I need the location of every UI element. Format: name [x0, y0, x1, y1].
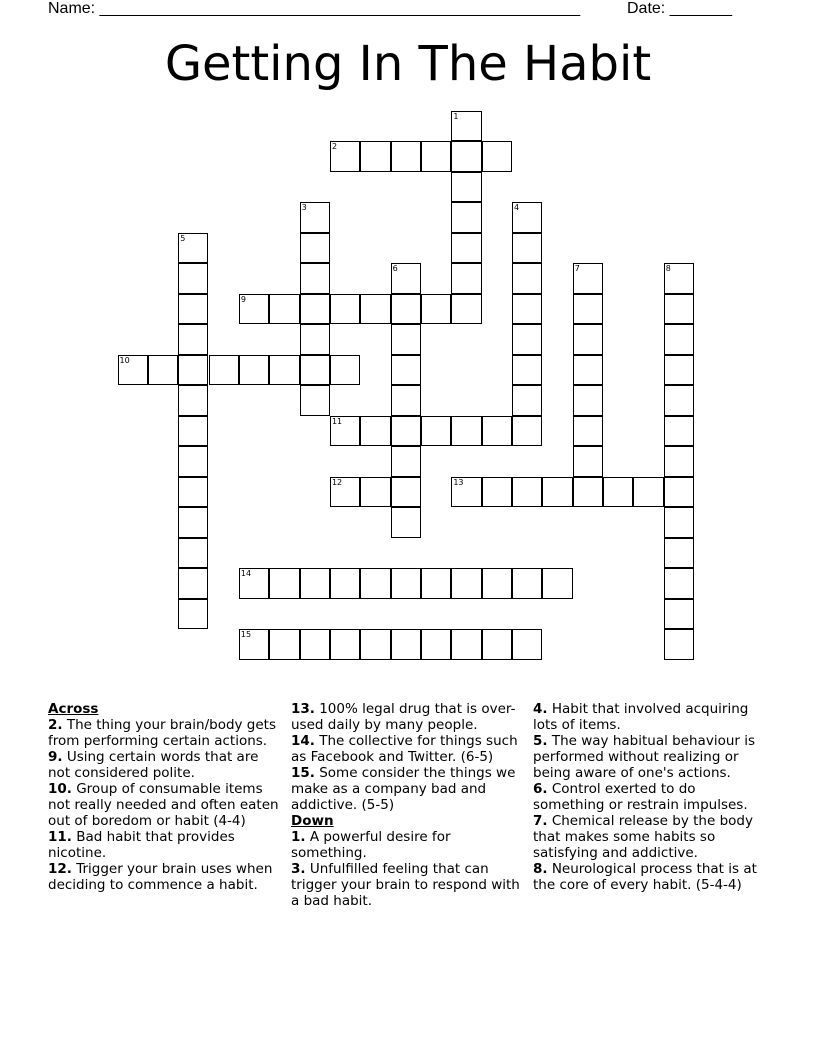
clue-item-text: Bad habit that provides nicotine. — [48, 829, 235, 861]
clue-item-number: 5. — [533, 733, 548, 749]
clue-number: 5 — [180, 233, 186, 243]
grid-cell[interactable] — [512, 233, 542, 264]
grid-cell[interactable] — [360, 568, 390, 599]
grid-cell[interactable] — [664, 446, 694, 477]
grid-cell[interactable] — [330, 477, 360, 508]
clue-number: 4 — [514, 203, 520, 212]
grid-cell[interactable] — [664, 599, 694, 630]
grid-cell[interactable] — [512, 477, 542, 508]
grid-cell[interactable] — [573, 263, 603, 294]
grid-cell[interactable] — [178, 324, 208, 355]
clue-number: 14 — [240, 569, 252, 578]
clue-item — [291, 861, 527, 909]
grid-cell[interactable] — [178, 385, 208, 416]
clue-number: 2 — [331, 142, 338, 151]
grid-cell[interactable] — [512, 324, 542, 355]
grid-cell[interactable] — [512, 629, 542, 660]
clue-number: 1 — [453, 111, 459, 121]
grid-cell[interactable] — [391, 141, 421, 172]
grid-cell[interactable] — [664, 324, 694, 355]
grid-cell[interactable] — [300, 202, 330, 233]
clue-item-text: The thing your brain/body gets from performing certain actions. — [48, 717, 277, 749]
clue-item-number: 14. — [291, 733, 315, 749]
grid-cell[interactable] — [178, 599, 208, 630]
grid-cell[interactable] — [664, 294, 694, 325]
across-heading: Across — [48, 701, 99, 717]
grid-cell[interactable] — [664, 538, 694, 569]
grid-cell[interactable] — [482, 629, 512, 660]
grid-cell[interactable] — [451, 629, 481, 660]
grid-cell[interactable] — [330, 294, 360, 325]
grid-cell[interactable] — [542, 477, 572, 508]
grid-cell[interactable] — [330, 355, 360, 386]
clue-number: 12 — [331, 477, 343, 487]
clue-item-text: A powerful desire for something. — [291, 829, 451, 861]
grid-cell[interactable] — [391, 294, 421, 325]
clue-item-text: The collective for things such as Facebook and Twitter. (6-5) — [291, 733, 518, 765]
down-heading: Down — [291, 813, 334, 829]
grid-cell[interactable] — [178, 477, 208, 508]
grid-cell[interactable] — [421, 294, 451, 325]
grid-cell[interactable] — [482, 568, 512, 599]
clue-item — [291, 765, 527, 813]
grid-cell[interactable] — [512, 263, 542, 294]
grid-cell[interactable] — [512, 416, 542, 447]
clue-item — [48, 781, 280, 829]
grid-cell[interactable] — [451, 263, 481, 294]
date-line: Date: _______ — [627, 0, 732, 17]
clue-number: 10 — [119, 355, 130, 365]
grid-cell[interactable] — [451, 202, 481, 233]
grid-cell[interactable] — [300, 385, 330, 416]
grid-cell[interactable] — [664, 263, 694, 294]
clue-item-number: 7. — [533, 813, 548, 829]
grid-cell[interactable] — [269, 629, 299, 660]
grid-cell[interactable] — [178, 294, 208, 325]
grid-cell[interactable] — [664, 355, 694, 386]
name-line: Name: ______________________________________________________ — [48, 0, 581, 17]
grid-cell[interactable] — [664, 568, 694, 599]
grid-cell[interactable] — [391, 568, 421, 599]
grid-cell[interactable] — [573, 324, 603, 355]
down-clue-list-cont — [533, 701, 769, 893]
grid-cell[interactable] — [573, 294, 603, 325]
grid-cell[interactable] — [391, 263, 421, 294]
grid-cell[interactable] — [300, 629, 330, 660]
clue-item — [533, 861, 769, 893]
grid-cell[interactable] — [330, 568, 360, 599]
clue-item-number: 3. — [291, 861, 306, 877]
grid-cell[interactable] — [178, 538, 208, 569]
clue-item-number: 6. — [533, 781, 548, 797]
grid-cell[interactable] — [482, 477, 512, 508]
clue-item-text: 100% legal drug that is over-used daily by many people. — [291, 701, 516, 733]
grid-cell[interactable] — [573, 355, 603, 386]
grid-cell[interactable] — [360, 294, 390, 325]
clue-item-number: 13. — [291, 701, 315, 717]
clue-item — [48, 717, 280, 749]
clues-column-1 — [48, 701, 280, 893]
grid-cell[interactable] — [360, 416, 390, 447]
grid-cell[interactable] — [451, 233, 481, 264]
grid-cell[interactable] — [573, 477, 603, 508]
grid-cell[interactable] — [178, 355, 208, 386]
clue-item — [48, 861, 280, 893]
grid-cell[interactable] — [451, 294, 481, 325]
grid-cell[interactable] — [178, 507, 208, 538]
grid-cell[interactable] — [269, 568, 299, 599]
clue-item-text: Chemical release by the body that makes some habits so satisfying and addictive. — [533, 813, 753, 861]
grid-cell[interactable] — [603, 477, 633, 508]
grid-cell[interactable] — [542, 568, 572, 599]
grid-cell[interactable] — [573, 446, 603, 477]
clue-item-text: Group of consumable items not really needed and often eaten out of boredom or habit (4-4) — [48, 781, 279, 829]
grid-cell[interactable] — [118, 355, 148, 386]
clue-item-number: 15. — [291, 765, 315, 781]
clue-item — [48, 829, 280, 861]
grid-cell[interactable] — [391, 385, 421, 416]
grid-cell[interactable] — [512, 202, 542, 233]
grid-cell[interactable] — [664, 385, 694, 416]
grid-cell[interactable] — [300, 568, 330, 599]
grid-cell[interactable] — [300, 355, 330, 386]
clue-number: 13 — [453, 477, 464, 487]
clue-item-number: 1. — [291, 829, 306, 845]
clue-item-text: The way habitual behaviour is performed without realizing or being aware of one's actions. — [533, 733, 756, 781]
clue-item-number: 12. — [48, 861, 72, 877]
grid-cell[interactable] — [330, 416, 360, 447]
clue-item-number: 8. — [533, 861, 548, 877]
grid-cell[interactable] — [482, 416, 512, 447]
grid-cell[interactable] — [178, 446, 208, 477]
grid-cell[interactable] — [451, 477, 481, 508]
clue-number: 6 — [392, 264, 398, 273]
grid-cell[interactable] — [391, 416, 421, 447]
grid-cell[interactable] — [300, 233, 330, 264]
clue-number: 9 — [240, 294, 246, 304]
grid-cell[interactable] — [512, 568, 542, 599]
grid-cell[interactable] — [239, 629, 269, 660]
grid-cell[interactable] — [330, 629, 360, 660]
grid-cell[interactable] — [178, 416, 208, 447]
grid-cell[interactable] — [482, 141, 512, 172]
grid-cell[interactable] — [421, 416, 451, 447]
across-clue-list-cont — [291, 701, 527, 813]
clue-item-text: Control exerted to do something or restrain impulses. — [533, 781, 748, 813]
grid-cell[interactable] — [451, 568, 481, 599]
grid-cell[interactable] — [451, 111, 481, 142]
clue-item-text: Using certain words that are not considered polite. — [48, 749, 259, 781]
grid-cell[interactable] — [269, 294, 299, 325]
grid-cell[interactable] — [360, 141, 390, 172]
grid-cell[interactable] — [391, 355, 421, 386]
grid-cell[interactable] — [421, 141, 451, 172]
clue-item-number: 4. — [533, 701, 548, 717]
grid-cell[interactable] — [178, 263, 208, 294]
clue-item-text: Unfulfilled feeling that can trigger your brain to respond with a bad habit. — [291, 861, 520, 909]
grid-cell[interactable] — [300, 263, 330, 294]
clue-item-text: Neurological process that is at the core of every habit. (5-4-4) — [533, 861, 757, 893]
grid-cell[interactable] — [451, 141, 481, 172]
clues-column-3 — [533, 701, 769, 893]
grid-cell[interactable] — [360, 477, 390, 508]
grid-cell[interactable] — [269, 355, 299, 386]
clue-number: 11 — [331, 416, 343, 426]
clue-item — [533, 813, 769, 861]
clue-number: 8 — [665, 264, 671, 273]
grid-cell[interactable] — [391, 446, 421, 477]
clue-number: 3 — [301, 203, 307, 212]
down-clue-list — [291, 829, 527, 909]
clue-number: 7 — [574, 264, 580, 273]
grid-cell[interactable] — [300, 324, 330, 355]
grid-cell[interactable] — [573, 416, 603, 447]
grid-cell[interactable] — [664, 507, 694, 538]
clue-item-number: 11. — [48, 829, 72, 845]
grid-cell[interactable] — [512, 385, 542, 416]
grid-cell[interactable] — [391, 629, 421, 660]
clue-item — [533, 701, 769, 733]
grid-cell[interactable] — [300, 294, 330, 325]
grid-cell[interactable] — [148, 355, 178, 386]
clue-item-number: 9. — [48, 749, 63, 765]
grid-cell[interactable] — [178, 568, 208, 599]
clue-item — [533, 781, 769, 813]
clue-number: 15 — [240, 630, 252, 639]
grid-cell[interactable] — [239, 355, 269, 386]
clue-item — [291, 733, 527, 765]
grid-cell[interactable] — [239, 294, 269, 325]
clue-item — [533, 733, 769, 781]
clue-item-number: 2. — [48, 717, 63, 733]
grid-cell[interactable] — [664, 629, 694, 660]
across-clue-list — [48, 717, 280, 893]
grid-cell[interactable] — [421, 629, 451, 660]
grid-cell[interactable] — [421, 568, 451, 599]
clue-item-text: Some consider the things we make as a company bad and addictive. (5-5) — [291, 765, 516, 813]
grid-cell[interactable] — [512, 355, 542, 386]
clue-item — [291, 829, 527, 861]
grid-cell[interactable] — [664, 416, 694, 447]
grid-cell[interactable] — [330, 141, 360, 172]
grid-cell[interactable] — [573, 385, 603, 416]
clue-item-number: 10. — [48, 781, 72, 797]
grid-cell[interactable] — [391, 507, 421, 538]
grid-cell[interactable] — [209, 355, 239, 386]
grid-cell[interactable] — [451, 172, 481, 203]
clue-item — [48, 749, 280, 781]
grid-cell[interactable] — [239, 568, 269, 599]
grid-cell[interactable] — [360, 629, 390, 660]
clue-item — [291, 701, 527, 733]
grid-cell[interactable] — [178, 233, 208, 264]
page-title: Getting In The Habit — [164, 36, 652, 92]
grid-cell[interactable] — [633, 477, 663, 508]
grid-cell[interactable] — [451, 416, 481, 447]
clue-item-text: Habit that involved acquiring lots of items. — [533, 701, 749, 733]
grid-cell[interactable] — [391, 477, 421, 508]
grid-cell[interactable] — [391, 324, 421, 355]
grid-cell[interactable] — [512, 294, 542, 325]
clue-item-text: Trigger your brain uses when deciding to commence a habit. — [48, 861, 273, 893]
clues-column-2 — [291, 701, 527, 909]
grid-cell[interactable] — [664, 477, 694, 508]
